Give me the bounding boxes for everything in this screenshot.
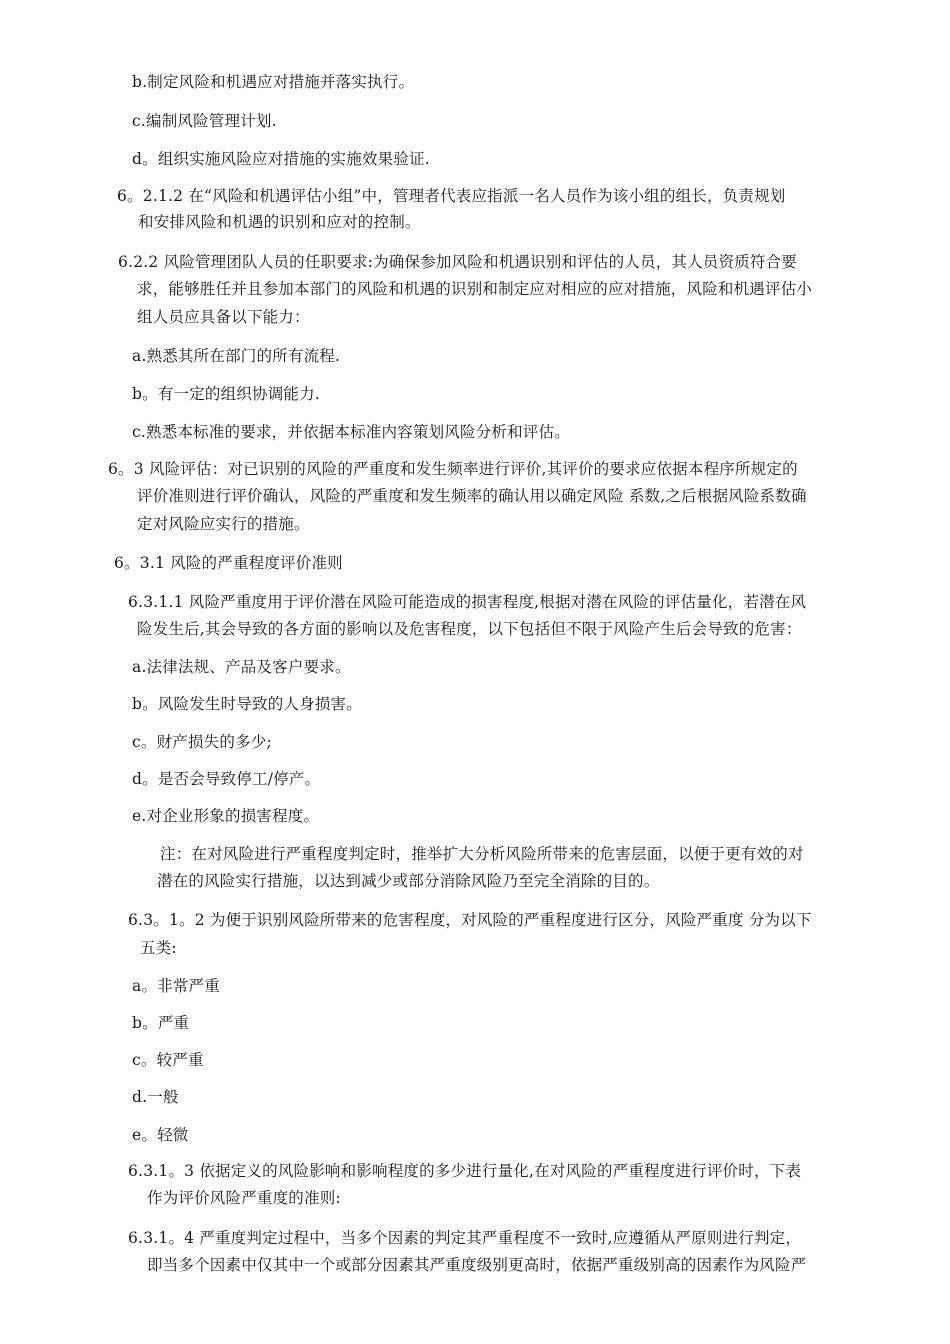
text-line: e。轻微	[132, 1126, 189, 1144]
text-line: d。是否会导致停工/停产。	[132, 770, 321, 788]
text-line: 求，能够胜任并且参加本部门的风险和机遇的识别和制定应对相应的应对措施，风险和机遇评估小	[137, 280, 813, 298]
text-line: 6。2.1.2 在“风险和机遇评估小组”中，管理者代表应指派一名人员作为该小组的组长，负责规划	[117, 187, 786, 205]
text-line: 组人员应具备以下能力：	[137, 308, 310, 326]
text-line: 作为评价风险严重度的准则:	[147, 1189, 341, 1207]
text-line: c.编制风险管理计划.	[132, 112, 277, 130]
text-line: 险发生后,其会导致的各方面的影响以及危害程度，以下包括但不限于风险产生后会导致的危害：	[137, 620, 802, 638]
text-line: 6.3.1。4 严重度判定过程中，当多个因素的判定其严重程度不一致时,应遵循从严原则进行判定，	[128, 1229, 802, 1247]
text-line: d。组织实施风险应对措施的实施效果验证.	[132, 150, 430, 168]
text-line: b。风险发生时导致的人身损害。	[132, 695, 362, 713]
text-line: 6。3 风险评估：对已识别的风险的严重度和发生频率进行评价,其评价的要求应依据本程序所规定的	[108, 460, 798, 478]
text-line: 6.3.1。3 依据定义的风险影响和影响程度的多少进行量化,在对风险的严重程度进行评价时，下表	[128, 1162, 802, 1180]
text-line: 6.2.2 风险管理团队人员的任职要求:为确保参加风险和机遇识别和评估的人员，其人员资质符合要	[118, 253, 797, 271]
text-line: a。非常严重	[132, 977, 220, 995]
text-line: 6.3。1。2 为便于识别风险所带来的危害程度，对风险的严重程度进行区分，风险严重度 分为以下	[128, 911, 812, 929]
text-line: b。有一定的组织协调能力.	[132, 385, 320, 403]
text-line: d.一般	[132, 1088, 179, 1106]
text-line: b。严重	[132, 1014, 190, 1032]
text-line: 定对风险应实行的措施。	[137, 515, 310, 533]
text-line: c。较严重	[132, 1051, 204, 1069]
text-line: a.熟悉其所在部门的所有流程.	[132, 347, 341, 365]
text-line: c。财产损失的多少;	[132, 733, 272, 751]
text-line: 评价准则进行评价确认，风险的严重度和发生频率的确认用以确定风险 系数,之后根据风险系数确	[137, 487, 807, 505]
text-line: e.对企业形象的损害程度。	[132, 807, 320, 825]
text-line: 和安排风险和机遇的识别和应对的控制。	[138, 213, 421, 231]
text-line: b.制定风险和机遇应对措施并落实执行。	[132, 73, 415, 91]
text-line: 6.3.1.1 风险严重度用于评价潜在风险可能造成的损害程度,根据对潜在风险的评估量化，若潜在风	[128, 593, 807, 611]
text-line: 潜在的风险实行措施，以达到减少或部分消除风险乃至完全消除的目的。	[157, 872, 660, 890]
text-line: a.法律法规、产品及客户要求。	[132, 658, 351, 676]
text-line: 注：在对风险进行严重程度判定时，推举扩大分析风险所带来的危害层面，以便于更有效的对	[160, 845, 804, 863]
text-line: 五类:	[140, 939, 177, 957]
text-line: 即当多个因素中仅其中一个或部分因素其严重度级别更高时，依据严重级别高的因素作为风险严	[147, 1256, 807, 1274]
text-line: 6。3.1 风险的严重程度评价准则	[114, 554, 343, 572]
text-line: c.熟悉本标准的要求，并依据本标准内容策划风险分析和评估。	[132, 423, 570, 441]
